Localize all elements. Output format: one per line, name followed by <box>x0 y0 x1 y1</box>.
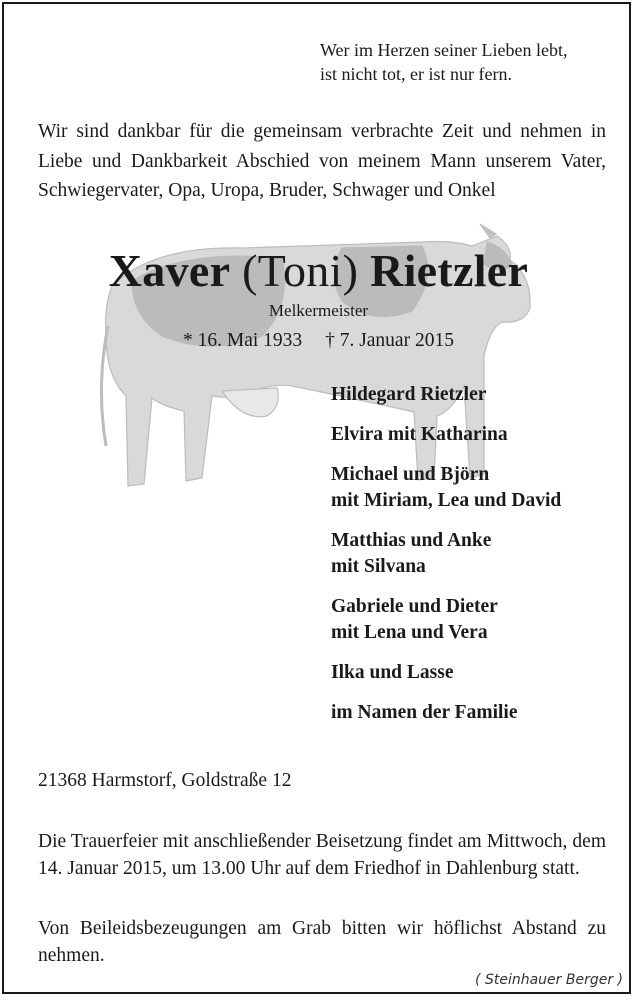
life-dates <box>4 328 633 354</box>
condolence-notice: Von Beileidsbezeugungen am Grab bitten wir höflichst Abstand zu nehmen. <box>38 918 606 966</box>
first-name: Xaver <box>108 245 231 296</box>
mourner-line: Michael und Björn <box>331 464 490 485</box>
mourner-line: mit Silvana <box>331 556 426 577</box>
deceased-name <box>4 244 633 298</box>
mourner-line: Matthias und Anke <box>331 530 492 551</box>
nickname: (Toni) <box>242 245 359 296</box>
mourner-entry <box>331 700 621 726</box>
address: 21368 Harmstorf, Goldstraße 12 <box>38 770 292 791</box>
last-name: Rietzler <box>370 245 529 296</box>
mourner-entry <box>331 594 621 646</box>
mourner-entry <box>331 660 621 686</box>
mourner-line: Ilka und Lasse <box>331 662 454 683</box>
mourner-line: im Namen der Familie <box>331 702 518 723</box>
mourner-line: Gabriele und Dieter <box>331 596 498 617</box>
mourner-entry <box>331 462 621 514</box>
mourners-list <box>331 382 621 740</box>
mourner-line: mit Miriam, Lea und David <box>331 490 562 511</box>
mourner-line: Hildegard Rietzler <box>331 384 487 405</box>
motto-quote <box>320 38 567 86</box>
mourner-line: mit Lena und Vera <box>331 622 488 643</box>
mourner-entry <box>331 382 621 408</box>
mourner-entry <box>331 528 621 580</box>
mourner-line: Elvira mit Katharina <box>331 424 508 445</box>
occupation: Melkermeister <box>268 301 369 320</box>
designer-signature: ( Steinhauer Berger ) <box>475 972 623 988</box>
intro-text: Wir sind dankbar für die gemeinsam verbrachte Zeit und nehmen in Liebe und Dankbarkeit Abschied von meinem Mann unserem Vater, Schwiegervater, Opa, Uropa, Bruder, Schwager und Onkel <box>38 121 606 201</box>
mourner-entry <box>331 422 621 448</box>
death-date: † 7. Januar 2015 <box>325 330 454 351</box>
birth-date: * 16. Mai 1933 <box>183 330 303 351</box>
motto-line: ist nicht tot, er ist nur fern. <box>320 64 512 84</box>
funeral-notice: Die Trauerfeier mit anschließender Beisetzung findet am Mittwoch, dem 14. Januar 2015, um 13.00 Uhr auf dem Friedhof in Dahlenburg statt. <box>38 831 606 879</box>
obituary-notice <box>2 2 631 994</box>
motto-line: Wer im Herzen seiner Lieben lebt, <box>320 40 568 60</box>
